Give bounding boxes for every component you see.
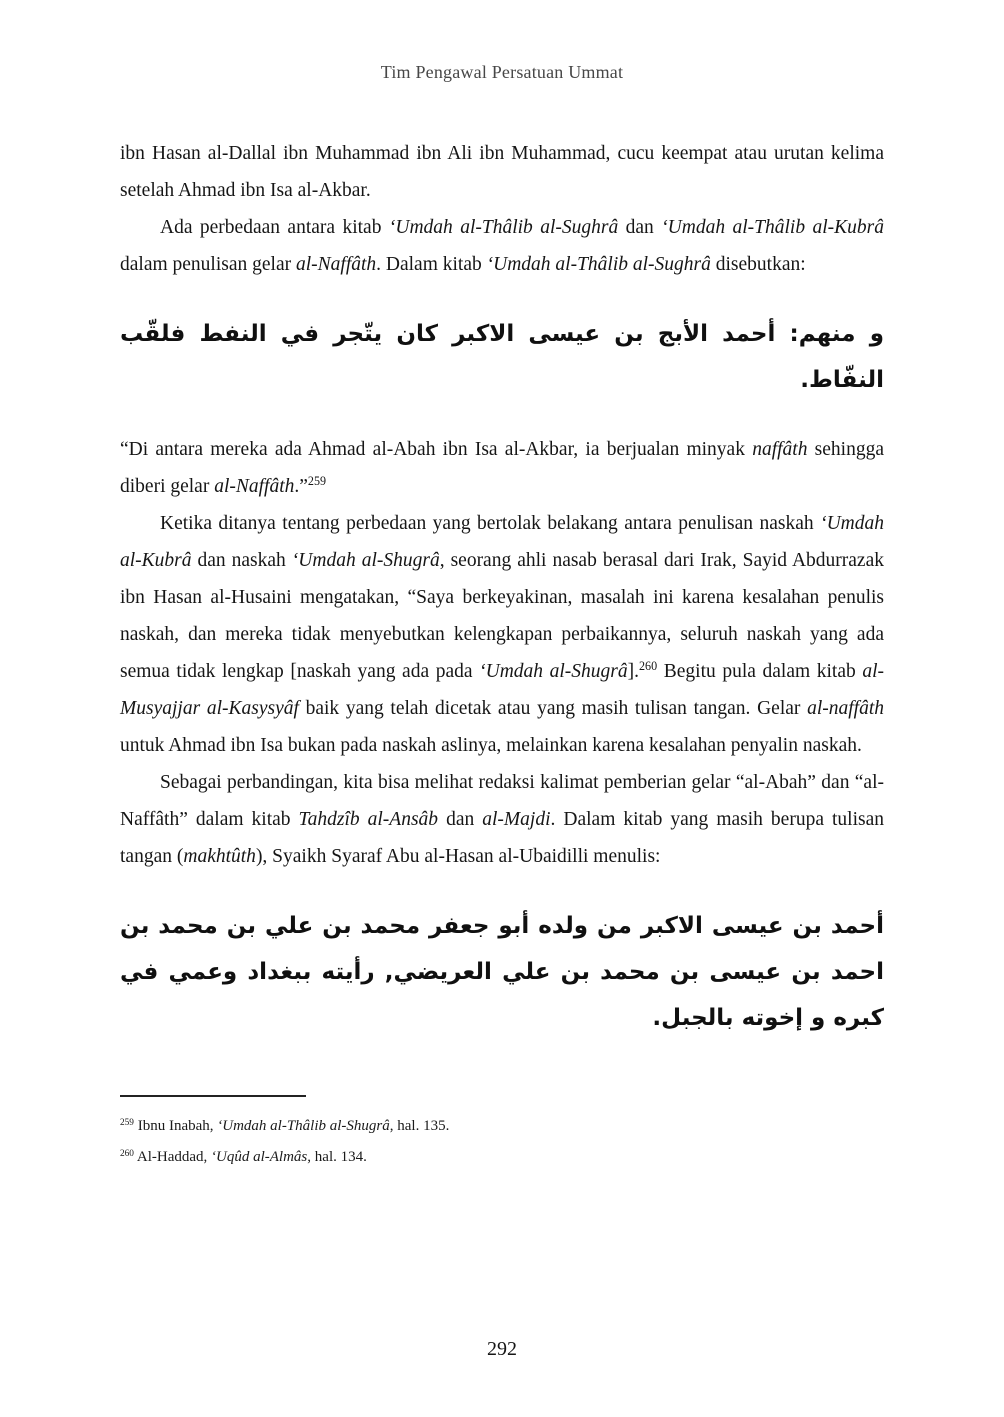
text-run: ‘Umdah al-Thâlib al-Sughrâ [388,217,619,238]
paragraph [120,209,884,283]
page-body [120,135,884,1041]
text-run: dan [618,217,662,238]
arabic-quote [120,903,884,1041]
footnote [120,1111,884,1142]
text-run: Ada perbedaan antara kitab [160,217,389,238]
text-run: Al-Haddad, [133,1149,212,1165]
text-run: Begitu pula dalam kitab [657,661,863,682]
text-run: ibn Hasan al-Dallal ibn Muhammad ibn Ali ibn Muhammad, cucu keempat atau urutan kelima setelah Ahmad ibn Isa al-Akbar. [120,143,884,201]
text-run: ‘Umdah al-Kubrâ [120,513,884,571]
text-run: ‘Uqûd al-Almâs [211,1149,308,1165]
paragraph [120,764,884,875]
footnote-ref: 260 [639,659,658,674]
text-run: ‘Umdah al-Thâlib al-Kubrâ [661,217,885,238]
text-run: baik yang telah dicetak atau yang masih tulisan tangan. Gelar [298,698,808,719]
footnote-ref: 260 [120,1148,134,1159]
footnote-separator [120,1095,306,1097]
text-run: Ketika ditanya tentang perbedaan yang bertolak belakang antara penulisan naskah [160,513,821,534]
text-run: sehingga diberi gelar [120,439,884,497]
text-run: .” [294,476,308,497]
text-run: al-Majdi [482,809,551,830]
footnote [120,1142,884,1173]
text-run: ), Syaikh Syaraf Abu al-Hasan al-Ubaidilli menulis: [255,846,661,867]
text-run: و منهم: أحمد الأبج بن عيسى الاكبر كان يتّجر في النفط فلقّب النفّاط. [120,321,884,393]
text-run: dan naskah [191,550,292,571]
running-header: Tim Pengawal Persatuan Ummat [380,62,624,82]
footnote-ref: 259 [307,474,327,489]
paragraph [120,505,884,764]
text-run: disebutkan: [710,254,806,275]
text-run: Sebagai perbandingan, kita bisa melihat redaksi kalimat pemberian gelar “al-Abah” dan “al-Naffâth” dalam kitab [120,772,884,830]
text-run: makhtûth [183,846,256,867]
footnote-ref: 259 [120,1117,134,1128]
text-run: , hal. 134. [307,1149,367,1165]
text-run: ‘Umdah al-Shugrâ [479,661,628,682]
text-run: Tahdzîb al-Ansâb [298,809,439,830]
text-run: naffâth [752,439,808,460]
translation-quote [120,431,884,505]
text-run: , seorang ahli nasab berasal dari Irak, Sayid Abdurrazak ibn Hasan al-Husaini mengatakan, “Saya berkeyakinan, masalah ini karena kesalahan penulis naskah, dan mereka tidak menyebutkan kelengkapan perbaikannya, seluruh naskah yang ada semua tidak lengkap [naskah yang ada pada [120,550,884,682]
text-run: ]. [627,661,640,682]
text-run: . Dalam kitab [376,254,487,275]
text-run: al-Naffâth [295,254,377,275]
text-run: . Dalam kitab yang masih berupa tulisan tangan ( [120,809,884,867]
text-run: al-Musyajjar al-Kasysyâf [120,661,884,719]
footnote-area [120,1095,884,1173]
text-run: “Di antara mereka ada Ahmad al-Abah ibn Isa al-Akbar, ia berjualan minyak [120,439,753,460]
text-run: Ibnu Inabah, [133,1118,218,1134]
text-run: ‘Umdah al-Thâlib al-Sughrâ [486,254,711,275]
text-run: dan [438,809,483,830]
page-number: 292 [487,1338,517,1360]
text-run: ‘Umdah al-Thâlib al-Shugrâ [217,1118,390,1134]
text-run: أحمد بن عيسى الاكبر من ولده أبو جعفر محمد بن علي بن محمد بن احمد بن عيسى بن محمد بن علي العريضي, رأيته ببغداد وعمي في كبره و إخوته بالجبل. [120,913,884,1031]
paragraph-continuation [120,135,884,209]
text-run: al-naffâth [807,698,884,719]
text-run: , hal. 135. [389,1118,450,1134]
text-run: untuk Ahmad ibn Isa bukan pada naskah aslinya, melainkan karena kesalahan penyalin naskah. [120,735,862,756]
arabic-quote [120,311,884,403]
text-run: ‘Umdah al-Shugrâ [291,550,440,571]
footnotes [120,1111,884,1173]
text-run: dalam penulisan gelar [120,254,296,275]
text-run: al-Naffâth [214,476,295,497]
